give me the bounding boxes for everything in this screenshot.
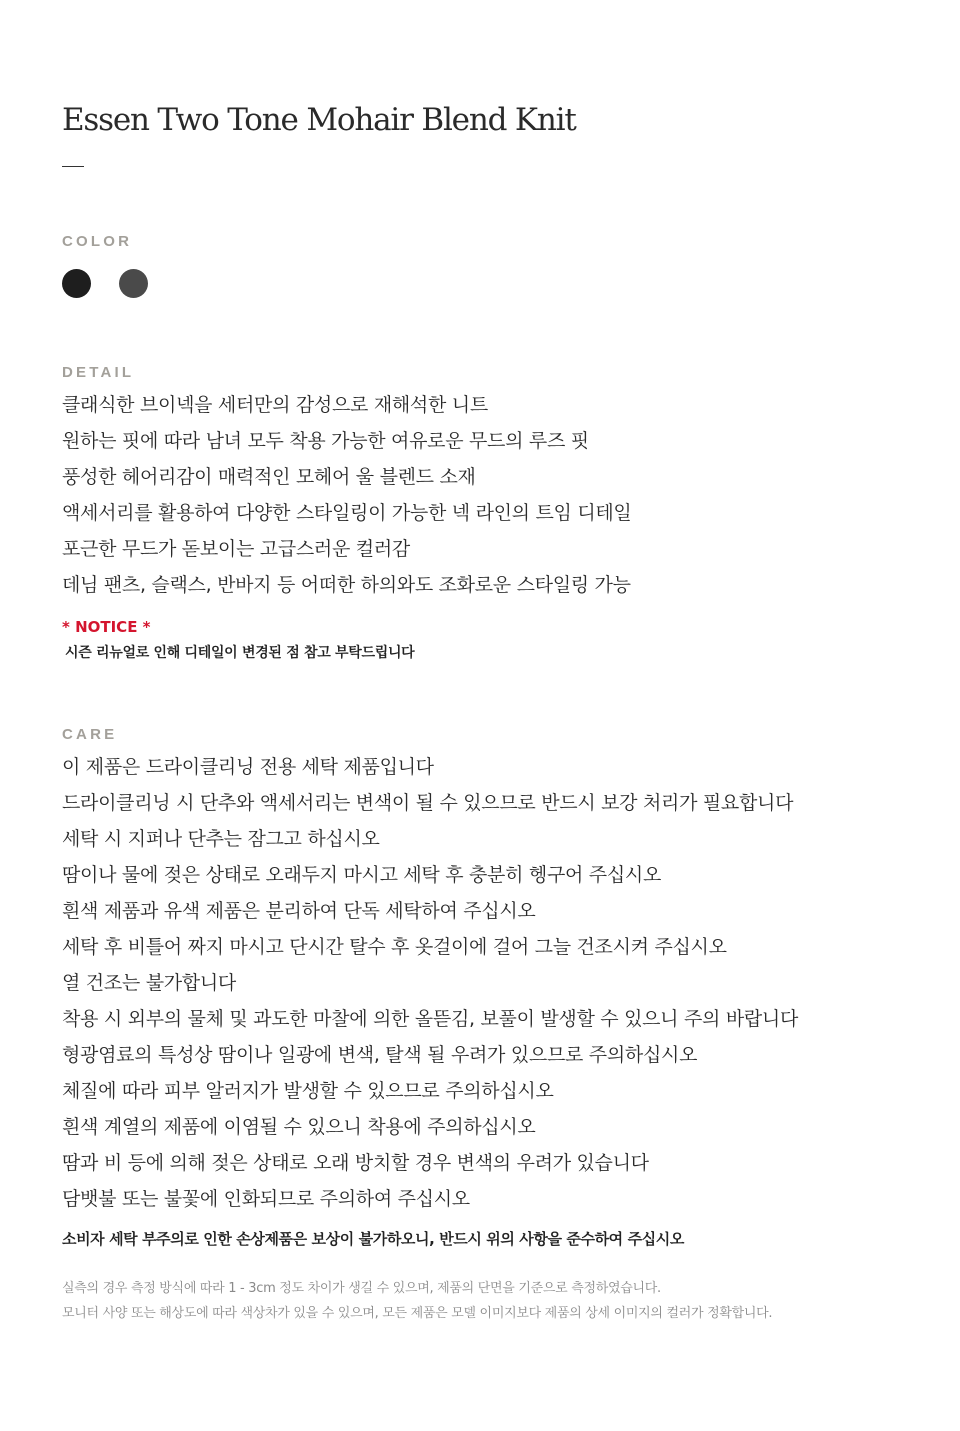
care-line: 땀이나 물에 젖은 상태로 오래두지 마시고 세탁 후 충분히 헹구어 주십시오: [62, 864, 662, 886]
care-line: 세탁 후 비틀어 짜지 마시고 단시간 탈수 후 옷걸이에 걸어 그늘 건조시켜 주십시오: [62, 936, 727, 958]
care-line: 담뱃불 또는 불꽃에 인화되므로 주의하여 주십시오: [62, 1188, 470, 1210]
care-line: 세탁 시 지퍼나 단추는 잠그고 하십시오: [62, 828, 380, 850]
care-section-label: CARE: [62, 726, 118, 743]
color-swatches: [62, 269, 148, 298]
footnote-line: 모니터 사양 또는 해상도에 따라 색상차가 있을 수 있으며, 모든 제품은 모델 이미지보다 제품의 상세 이미지의 컬러가 정확합니다.: [62, 1306, 773, 1321]
color-section-label: COLOR: [62, 233, 133, 250]
care-line: 흰색 계열의 제품에 이염될 수 있으니 착용에 주의하십시오: [62, 1116, 536, 1138]
detail-list: [62, 387, 631, 603]
care-line: 열 건조는 불가합니다: [62, 972, 236, 994]
footnote-line: 실측의 경우 측정 방식에 따라 1 - 3cm 정도 차이가 생길 수 있으며, 제품의 단면을 기준으로 측정하였습니다.: [62, 1281, 661, 1296]
care-warning: 소비자 세탁 부주의로 인한 손상제품은 보상이 불가하오니, 반드시 위의 사항을 준수하여 주십시오: [62, 1230, 684, 1248]
care-line: 흰색 제품과 유색 제품은 분리하여 단독 세탁하여 주십시오: [62, 900, 536, 922]
footnotes: [62, 1276, 772, 1326]
notice-title: * NOTICE *: [62, 618, 151, 636]
care-line: 체질에 따라 피부 알러지가 발생할 수 있으므로 주의하십시오: [62, 1080, 554, 1102]
detail-line: 원하는 핏에 따라 남녀 모두 착용 가능한 여유로운 무드의 루즈 핏: [62, 430, 589, 452]
detail-line: 풍성한 헤어리감이 매력적인 모헤어 울 블렌드 소재: [62, 466, 476, 488]
detail-line: 클래식한 브이넥을 세터만의 감성으로 재해석한 니트: [62, 394, 488, 416]
color-swatch-charcoal[interactable]: [119, 269, 148, 298]
color-swatch-black[interactable]: [62, 269, 91, 298]
detail-section-label: DETAIL: [62, 364, 135, 381]
detail-line: 데님 팬츠, 슬랙스, 반바지 등 어떠한 하의와도 조화로운 스타일링 가능: [62, 574, 631, 596]
detail-line: 포근한 무드가 돋보이는 고급스러운 컬러감: [62, 538, 410, 560]
care-line: 드라이클리닝 시 단추와 액세서리는 변색이 될 수 있으므로 반드시 보강 처리가 필요합니다: [62, 792, 794, 814]
notice-text: 시즌 리뉴얼로 인해 디테일이 변경된 점 참고 부탁드립니다: [65, 645, 415, 661]
care-line: 착용 시 외부의 물체 및 과도한 마찰에 의한 올뜯김, 보풀이 발생할 수 있으니 주의 바랍니다: [62, 1008, 799, 1030]
care-line: 땀과 비 등에 의해 젖은 상태로 오래 방치할 경우 변색의 우려가 있습니다: [62, 1152, 649, 1174]
detail-line: 액세서리를 활용하여 다양한 스타일링이 가능한 넥 라인의 트임 디테일: [62, 502, 632, 524]
care-list: [62, 749, 798, 1217]
title-divider: [62, 166, 84, 167]
care-line: 형광염료의 특성상 땀이나 일광에 변색, 탈색 될 우려가 있으므로 주의하십시오: [62, 1044, 698, 1066]
product-title: Essen Two Tone Mohair Blend Knit: [62, 102, 576, 138]
care-line: 이 제품은 드라이클리닝 전용 세탁 제품입니다: [62, 756, 434, 778]
